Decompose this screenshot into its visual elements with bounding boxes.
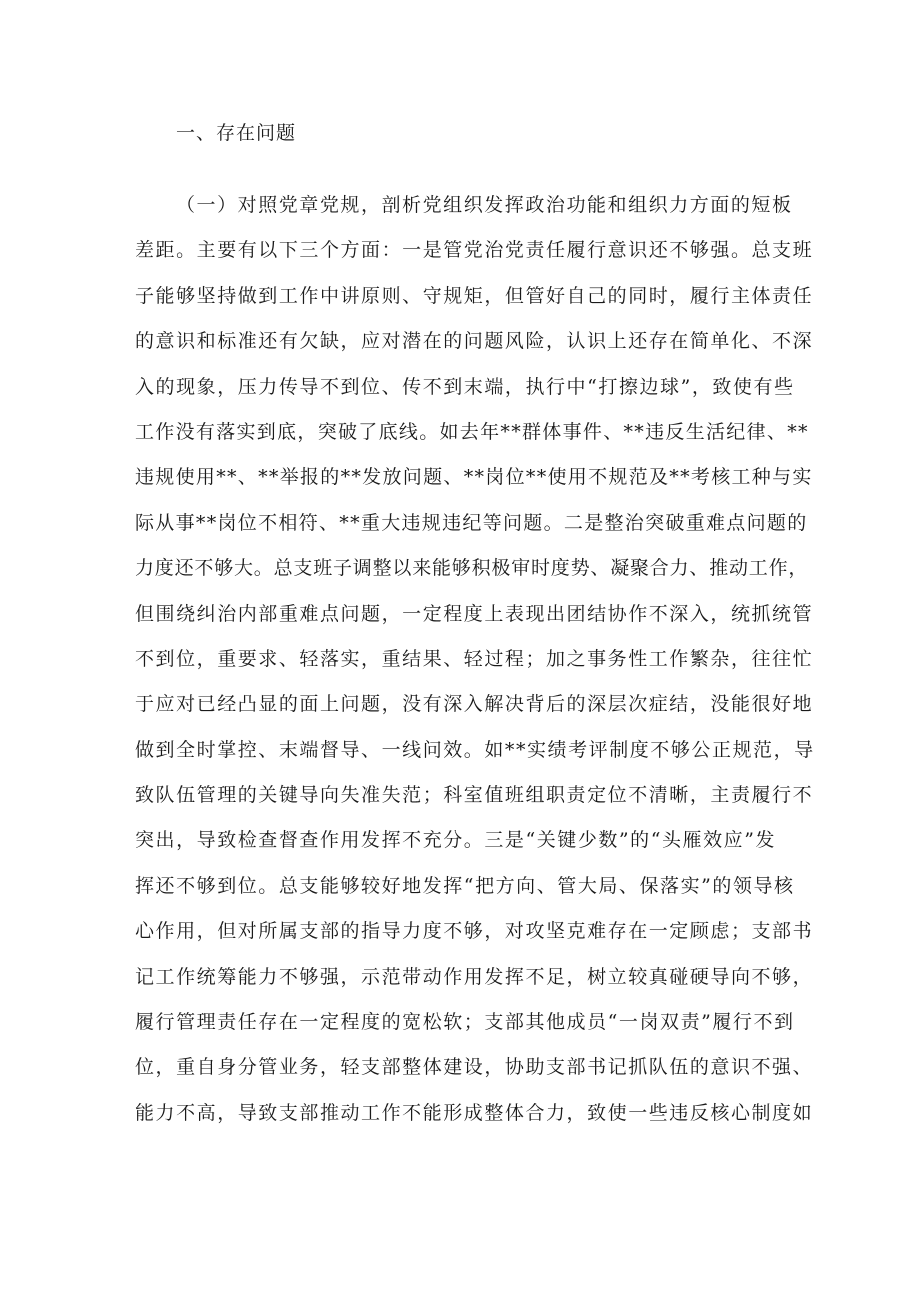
body-line: 际从事**岗位不相符、**重大违规违纪等问题。二是整治突破重难点问题的 — [135, 511, 808, 534]
body-line: （一）对照党章党规，剖析党组织发挥政治功能和组织力方面的短板 — [176, 194, 793, 216]
body-line: 差距。主要有以下三个方面：一是管党治党责任履行意识还不够强。总支班 — [135, 239, 814, 262]
body-line: 突出，导致检查督查作用发挥不充分。三是“关键少数”的“头雁效应”发 — [135, 829, 777, 852]
body-text — [135, 183, 815, 1136]
body-line: 履行管理责任存在一定程度的宽松软；支部其他成员“一岗双责”履行不到 — [135, 1011, 795, 1034]
body-line: 的意识和标准还有欠缺，应对潜在的问题风险，认识上还存在简单化、不深 — [135, 330, 814, 353]
body-line: 做到全时掌控、末端督导、一线问效。如**实绩考评制度不够公正规范，导 — [135, 738, 815, 761]
body-line: 位，重自身分管业务，轻支部整体建设，协助支部书记抓队伍的意识不强、 — [135, 1056, 814, 1079]
body-line: 致队伍管理的关键导向失准失范；科室值班组职责定位不清晰，主责履行不 — [135, 784, 814, 807]
body-line: 工作没有落实到底，突破了底线。如去年**群体事件、**违反生活纪律、** — [135, 420, 809, 443]
body-line: 违规使用**、**举报的**发放问题、**岗位**使用不规范及**考核工种与实 — [135, 466, 813, 489]
body-line: 挥还不够到位。总支能够较好地发挥“把方向、管大局、保落实”的领导核 — [135, 874, 795, 897]
body-line: 不到位，重要求、轻落实，重结果、轻过程；加之事务性工作繁杂，往往忙 — [135, 647, 814, 670]
body-line: 入的现象，压力传导不到位、传不到末端，执行中“打擦边球”，致使有些 — [135, 375, 795, 398]
body-line: 但围绕纠治内部重难点问题，一定程度上表现出团结协作不深入，统抓统管 — [135, 602, 814, 625]
body-line: 心作用，但对所属支部的指导力度不够，对攻坚克难存在一定顾虑；支部书 — [135, 920, 814, 943]
section-heading: 一、存在问题 — [176, 122, 297, 144]
body-line: 子能够坚持做到工作中讲原则、守规矩，但管好自己的同时，履行主体责任 — [135, 284, 814, 307]
body-line: 于应对已经凸显的面上问题，没有深入解决背后的深层次症结，没能很好地 — [135, 693, 814, 716]
body-line: 记工作统筹能力不够强，示范带动作用发挥不足，树立较真碰硬导向不够， — [135, 965, 814, 988]
body-line: 力度还不够大。总支班子调整以来能够积极审时度势、凝聚合力、推动工作， — [135, 557, 809, 580]
body-line: 能力不高，导致支部推动工作不能形成整体合力，致使一些违反核心制度如 — [135, 1101, 814, 1124]
